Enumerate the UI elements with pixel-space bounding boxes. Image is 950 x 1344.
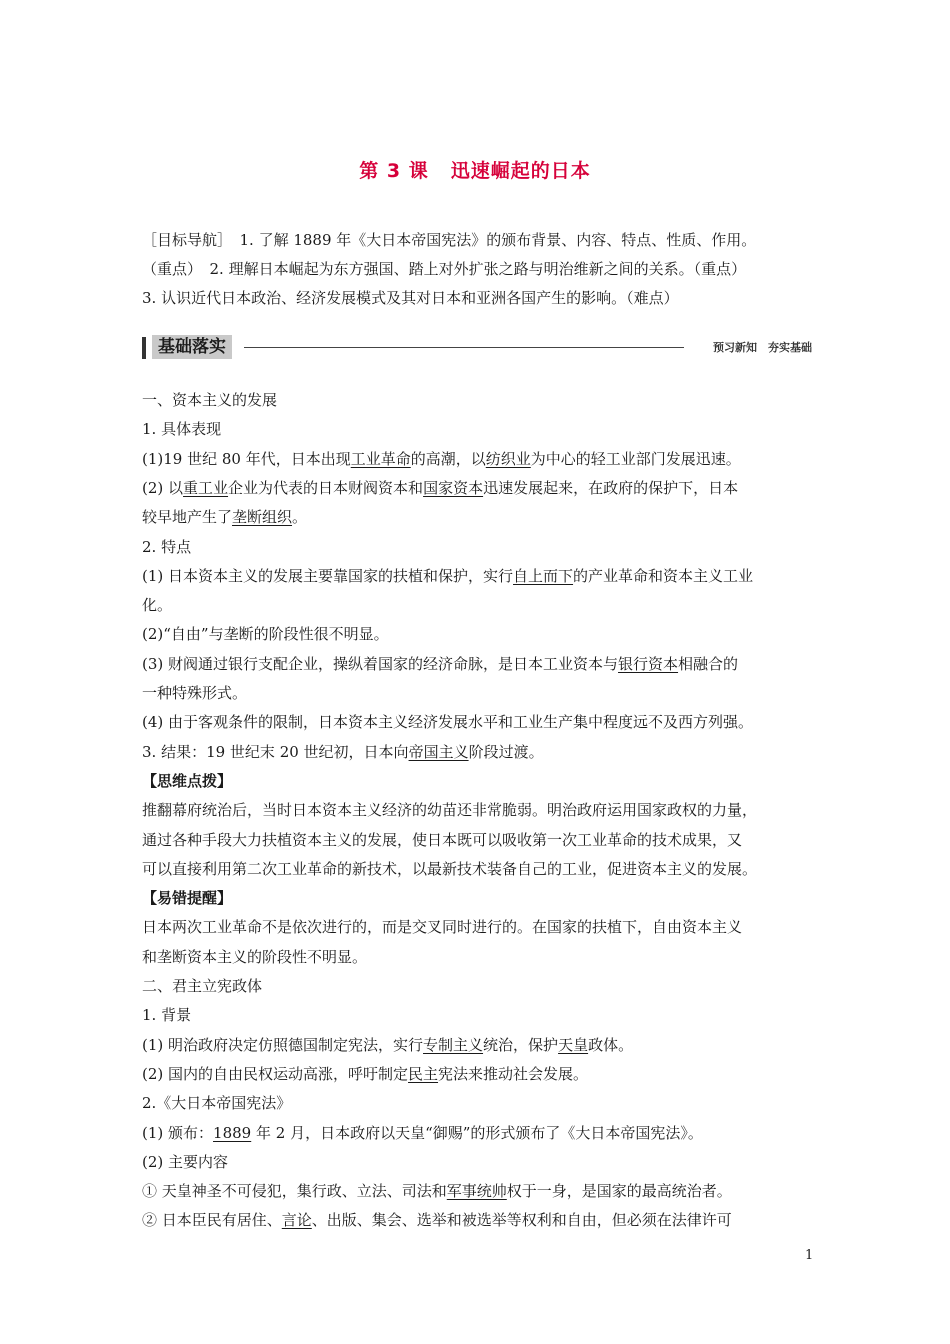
tip-heading: 【易错提醒】	[142, 889, 233, 907]
text-line	[142, 1209, 822, 1231]
answer-blank: 帝国主义	[408, 743, 469, 761]
answer-blank: 言论	[281, 1211, 312, 1229]
text-line	[142, 770, 822, 792]
answer-blank: 工业革命	[350, 450, 411, 468]
text-run: 政体。	[588, 1036, 634, 1054]
lesson-name: 迅速崛起的日本	[450, 160, 591, 182]
text-run: (2) 国内的自由民权运动高涨，呼吁制定	[142, 1065, 409, 1083]
objective-line: 3. 认识近代日本政治、经济发展模式及其对日本和亚洲各国产生的影响。（难点）	[142, 289, 679, 307]
answer-blank: 天皇	[558, 1036, 589, 1054]
text-line	[142, 418, 822, 440]
text-line	[142, 887, 822, 909]
text-line	[142, 1122, 822, 1144]
text-run: 宪法来推动社会发展。	[438, 1065, 589, 1083]
text-run: 二、君主立宪政体	[142, 977, 263, 995]
text-line	[142, 506, 822, 528]
text-line	[142, 1092, 822, 1114]
section-banner	[142, 334, 812, 362]
text-run: 2. 特点	[142, 538, 192, 556]
text-line	[142, 1034, 822, 1056]
text-run: 迅速发展起来，在政府的保护下，日本	[483, 479, 739, 497]
text-run: (3) 财阀通过银行支配企业，操纵着国家的经济命脉，是日本工业资本与	[142, 655, 619, 673]
objective-line: ［目标导航］ 1. 了解 1889 年《大日本帝国宪法》的颁布背景、内容、特点、性质、作用。	[142, 231, 757, 249]
text-line	[142, 1151, 822, 1173]
text-run: 化。	[142, 596, 173, 614]
answer-blank: 纺织业	[485, 450, 531, 468]
text-line	[142, 711, 822, 733]
text-run: 一种特殊形式。	[142, 684, 248, 702]
text-run: 的高潮，以	[410, 450, 486, 468]
text-run: 3. 结果：19 世纪末 20 世纪初，日本向	[142, 743, 409, 761]
text-run: 、出版、集会、选举和被选举等权利和自由，但必须在法律许可	[311, 1211, 732, 1229]
banner-rule	[244, 347, 684, 348]
tip-heading: 【思维点拨】	[142, 772, 233, 790]
text-run: 的产业革命和资本主义工业	[573, 567, 754, 585]
text-line	[142, 858, 822, 880]
page-title	[0, 156, 950, 183]
answer-blank: 1889	[213, 1124, 252, 1142]
answer-blank: 专制主义	[423, 1036, 484, 1054]
text-run: (1)19 世纪 80 年代，日本出现	[142, 450, 351, 468]
answer-blank: 国家资本	[423, 479, 484, 497]
answer-blank: 银行资本	[618, 655, 679, 673]
text-line	[142, 653, 822, 675]
answer-blank: 垄断组织	[232, 508, 293, 526]
text-run: (2) 以	[142, 479, 184, 497]
text-run: 可以直接利用第二次工业革命的新技术，以最新技术装备自己的工业，促进资本主义的发展。	[142, 860, 758, 878]
text-run: 权于一身，是国家的最高统治者。	[506, 1182, 732, 1200]
lesson-number: 第 3 课	[359, 160, 429, 182]
text-run: 统治，保护	[483, 1036, 559, 1054]
text-run: 通过各种手段大力扶植资本主义的发展，使日本既可以吸收第一次工业革命的技术成果，又	[142, 831, 743, 849]
text-line	[142, 536, 822, 558]
text-run: 阶段过渡。	[468, 743, 544, 761]
text-run: 2.《大日本帝国宪法》	[142, 1094, 292, 1112]
text-run: 企业为代表的日本财阀资本和	[228, 479, 424, 497]
text-line	[142, 448, 822, 470]
page-number: 1	[805, 1248, 814, 1263]
text-run: (2) 主要内容	[142, 1153, 229, 1171]
banner-subtitle: 预习新知 夯实基础	[713, 341, 812, 354]
objective-line: （重点） 2. 理解日本崛起为东方强国、踏上对外扩张之路与明治维新之间的关系。（重点）	[142, 260, 747, 278]
text-line	[142, 477, 822, 499]
text-line	[142, 946, 822, 968]
text-line	[142, 975, 822, 997]
text-run: 。	[292, 508, 308, 526]
banner-label: 基础落实	[152, 335, 232, 359]
text-line	[142, 829, 822, 851]
text-run: (4) 由于客观条件的限制，日本资本主义经济发展水平和工业生产集中程度远不及西方列强。	[142, 713, 754, 731]
text-line	[142, 1004, 822, 1026]
answer-blank: 军事统帅	[446, 1182, 507, 1200]
text-line	[142, 741, 822, 763]
text-line	[142, 799, 822, 821]
text-run: (1) 明治政府决定仿照德国制定宪法，实行	[142, 1036, 424, 1054]
text-run: 和垄断资本主义的阶段性不明显。	[142, 948, 368, 966]
text-run: ① 天皇神圣不可侵犯，集行政、立法、司法和	[142, 1182, 447, 1200]
text-run: (1) 日本资本主义的发展主要靠国家的扶植和保护，实行	[142, 567, 514, 585]
text-run: (2)“自由”与垄断的阶段性很不明显。	[142, 625, 389, 643]
answer-blank: 自上而下	[513, 567, 574, 585]
text-line	[142, 916, 822, 938]
text-line	[142, 623, 822, 645]
text-run: (1) 颁布：	[142, 1124, 214, 1142]
text-run: 年 2 月，日本政府以天皇“御赐”的形式颁布了《大日本帝国宪法》。	[251, 1124, 703, 1142]
text-line	[142, 565, 822, 587]
text-run: ② 日本臣民有居住、	[142, 1211, 282, 1229]
banner-bar	[142, 337, 146, 359]
answer-blank: 民主	[408, 1065, 439, 1083]
text-line	[142, 1180, 822, 1202]
text-line	[142, 682, 822, 704]
text-run: 较早地产生了	[142, 508, 233, 526]
answer-blank: 重工业	[183, 479, 229, 497]
text-run: 推翻幕府统治后，当时日本资本主义经济的幼苗还非常脆弱。明治政府运用国家政权的力量，	[142, 801, 758, 819]
text-run: 1. 具体表现	[142, 420, 222, 438]
text-run: 1. 背景	[142, 1006, 192, 1024]
text-line	[142, 1063, 822, 1085]
text-run: 日本两次工业革命不是依次进行的，而是交叉同时进行的。在国家的扶植下，自由资本主义	[142, 918, 743, 936]
text-run: 一、资本主义的发展	[142, 391, 278, 409]
text-line	[142, 594, 822, 616]
text-run: 相融合的	[678, 655, 739, 673]
text-line	[142, 389, 822, 411]
text-run: 为中心的轻工业部门发展迅速。	[530, 450, 741, 468]
